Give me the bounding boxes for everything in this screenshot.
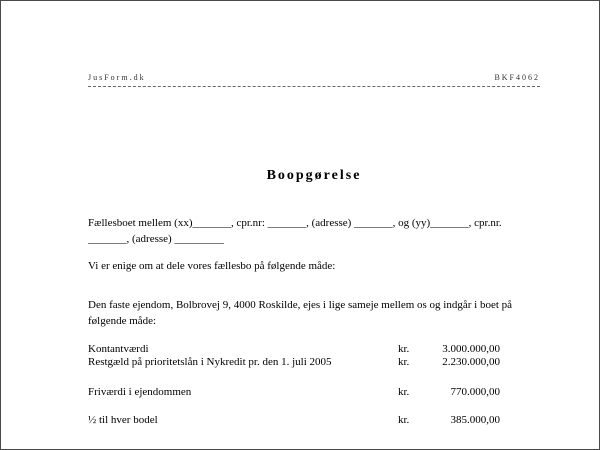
- row-label: ½ til hver bodel: [88, 414, 158, 426]
- row-label: Kontantværdi: [88, 343, 149, 355]
- value-row: [88, 355, 528, 369]
- row-amount: 3.000.000,00: [442, 343, 500, 355]
- row-currency: kr.: [398, 343, 410, 355]
- row-currency: kr.: [398, 386, 410, 398]
- value-row: [88, 413, 528, 427]
- document-title: Boopgørelse: [266, 168, 362, 183]
- agreement-paragraph: Vi er enige om at dele vores fællesbo på følgende måde:: [88, 260, 336, 272]
- row-label: Friværdi i ejendommen: [88, 386, 192, 398]
- document-page: [88, 0, 540, 450]
- header-site-name: JusForm.dk: [88, 73, 146, 82]
- row-amount: 770.000,00: [450, 386, 500, 398]
- row-currency: kr.: [398, 356, 410, 368]
- value-row: [88, 342, 528, 356]
- row-label: Restgæld på prioritetslån i Nykredit pr. den 1. juli 2005: [88, 356, 332, 368]
- parties-paragraph: Fællesboet mellem (xx)_______, cpr.nr: _______, (adresse) _______, og (yy)_______, cpr.nr. _______, (adresse) _________: [88, 217, 502, 245]
- row-amount: 385.000,00: [450, 414, 500, 426]
- property-paragraph: Den faste ejendom, Bolbrovej 9, 4000 Roskilde, ejes i lige sameje mellem os og indgår i boet på følgende måde:: [88, 299, 513, 327]
- header-form-code: BKF4062: [494, 73, 540, 82]
- header-divider: [88, 86, 540, 87]
- row-amount: 2.230.000,00: [442, 356, 500, 368]
- value-row: [88, 385, 528, 399]
- row-currency: kr.: [398, 414, 410, 426]
